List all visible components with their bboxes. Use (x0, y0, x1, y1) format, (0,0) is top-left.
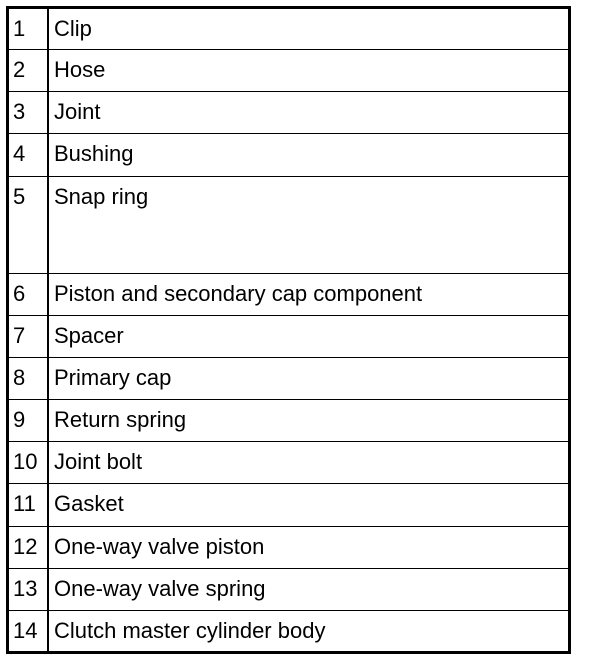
parts-legend-table (6, 6, 571, 654)
table-row (8, 358, 570, 400)
table-row (8, 176, 570, 273)
table-row (8, 610, 570, 652)
part-number: 13 (8, 568, 49, 610)
part-number: 2 (8, 50, 49, 92)
part-name: Clutch master cylinder body (48, 610, 570, 652)
table-row (8, 134, 570, 176)
part-number: 10 (8, 442, 49, 484)
part-name: Piston and secondary cap component (48, 273, 570, 315)
part-number: 7 (8, 315, 49, 357)
part-name: Hose (48, 50, 570, 92)
part-name: Joint bolt (48, 442, 570, 484)
part-number: 4 (8, 134, 49, 176)
part-name: One-way valve piston (48, 526, 570, 568)
part-name: Spacer (48, 315, 570, 357)
part-number: 11 (8, 484, 49, 526)
part-name: Clip (48, 8, 570, 50)
part-number: 1 (8, 8, 49, 50)
table-row (8, 484, 570, 526)
table-row (8, 526, 570, 568)
part-number: 8 (8, 358, 49, 400)
table-row (8, 273, 570, 315)
table-row (8, 92, 570, 134)
table-row (8, 568, 570, 610)
table-row (8, 400, 570, 442)
part-name: Joint (48, 92, 570, 134)
part-name: Bushing (48, 134, 570, 176)
table-row (8, 442, 570, 484)
part-name: Snap ring (48, 176, 570, 273)
part-name: Primary cap (48, 358, 570, 400)
part-number: 5 (8, 176, 49, 273)
table-row (8, 315, 570, 357)
table-row (8, 8, 570, 50)
part-number: 9 (8, 400, 49, 442)
part-number: 14 (8, 610, 49, 652)
table-row (8, 50, 570, 92)
part-number: 3 (8, 92, 49, 134)
part-name: One-way valve spring (48, 568, 570, 610)
part-name: Return spring (48, 400, 570, 442)
part-name: Gasket (48, 484, 570, 526)
part-number: 12 (8, 526, 49, 568)
part-number: 6 (8, 273, 49, 315)
